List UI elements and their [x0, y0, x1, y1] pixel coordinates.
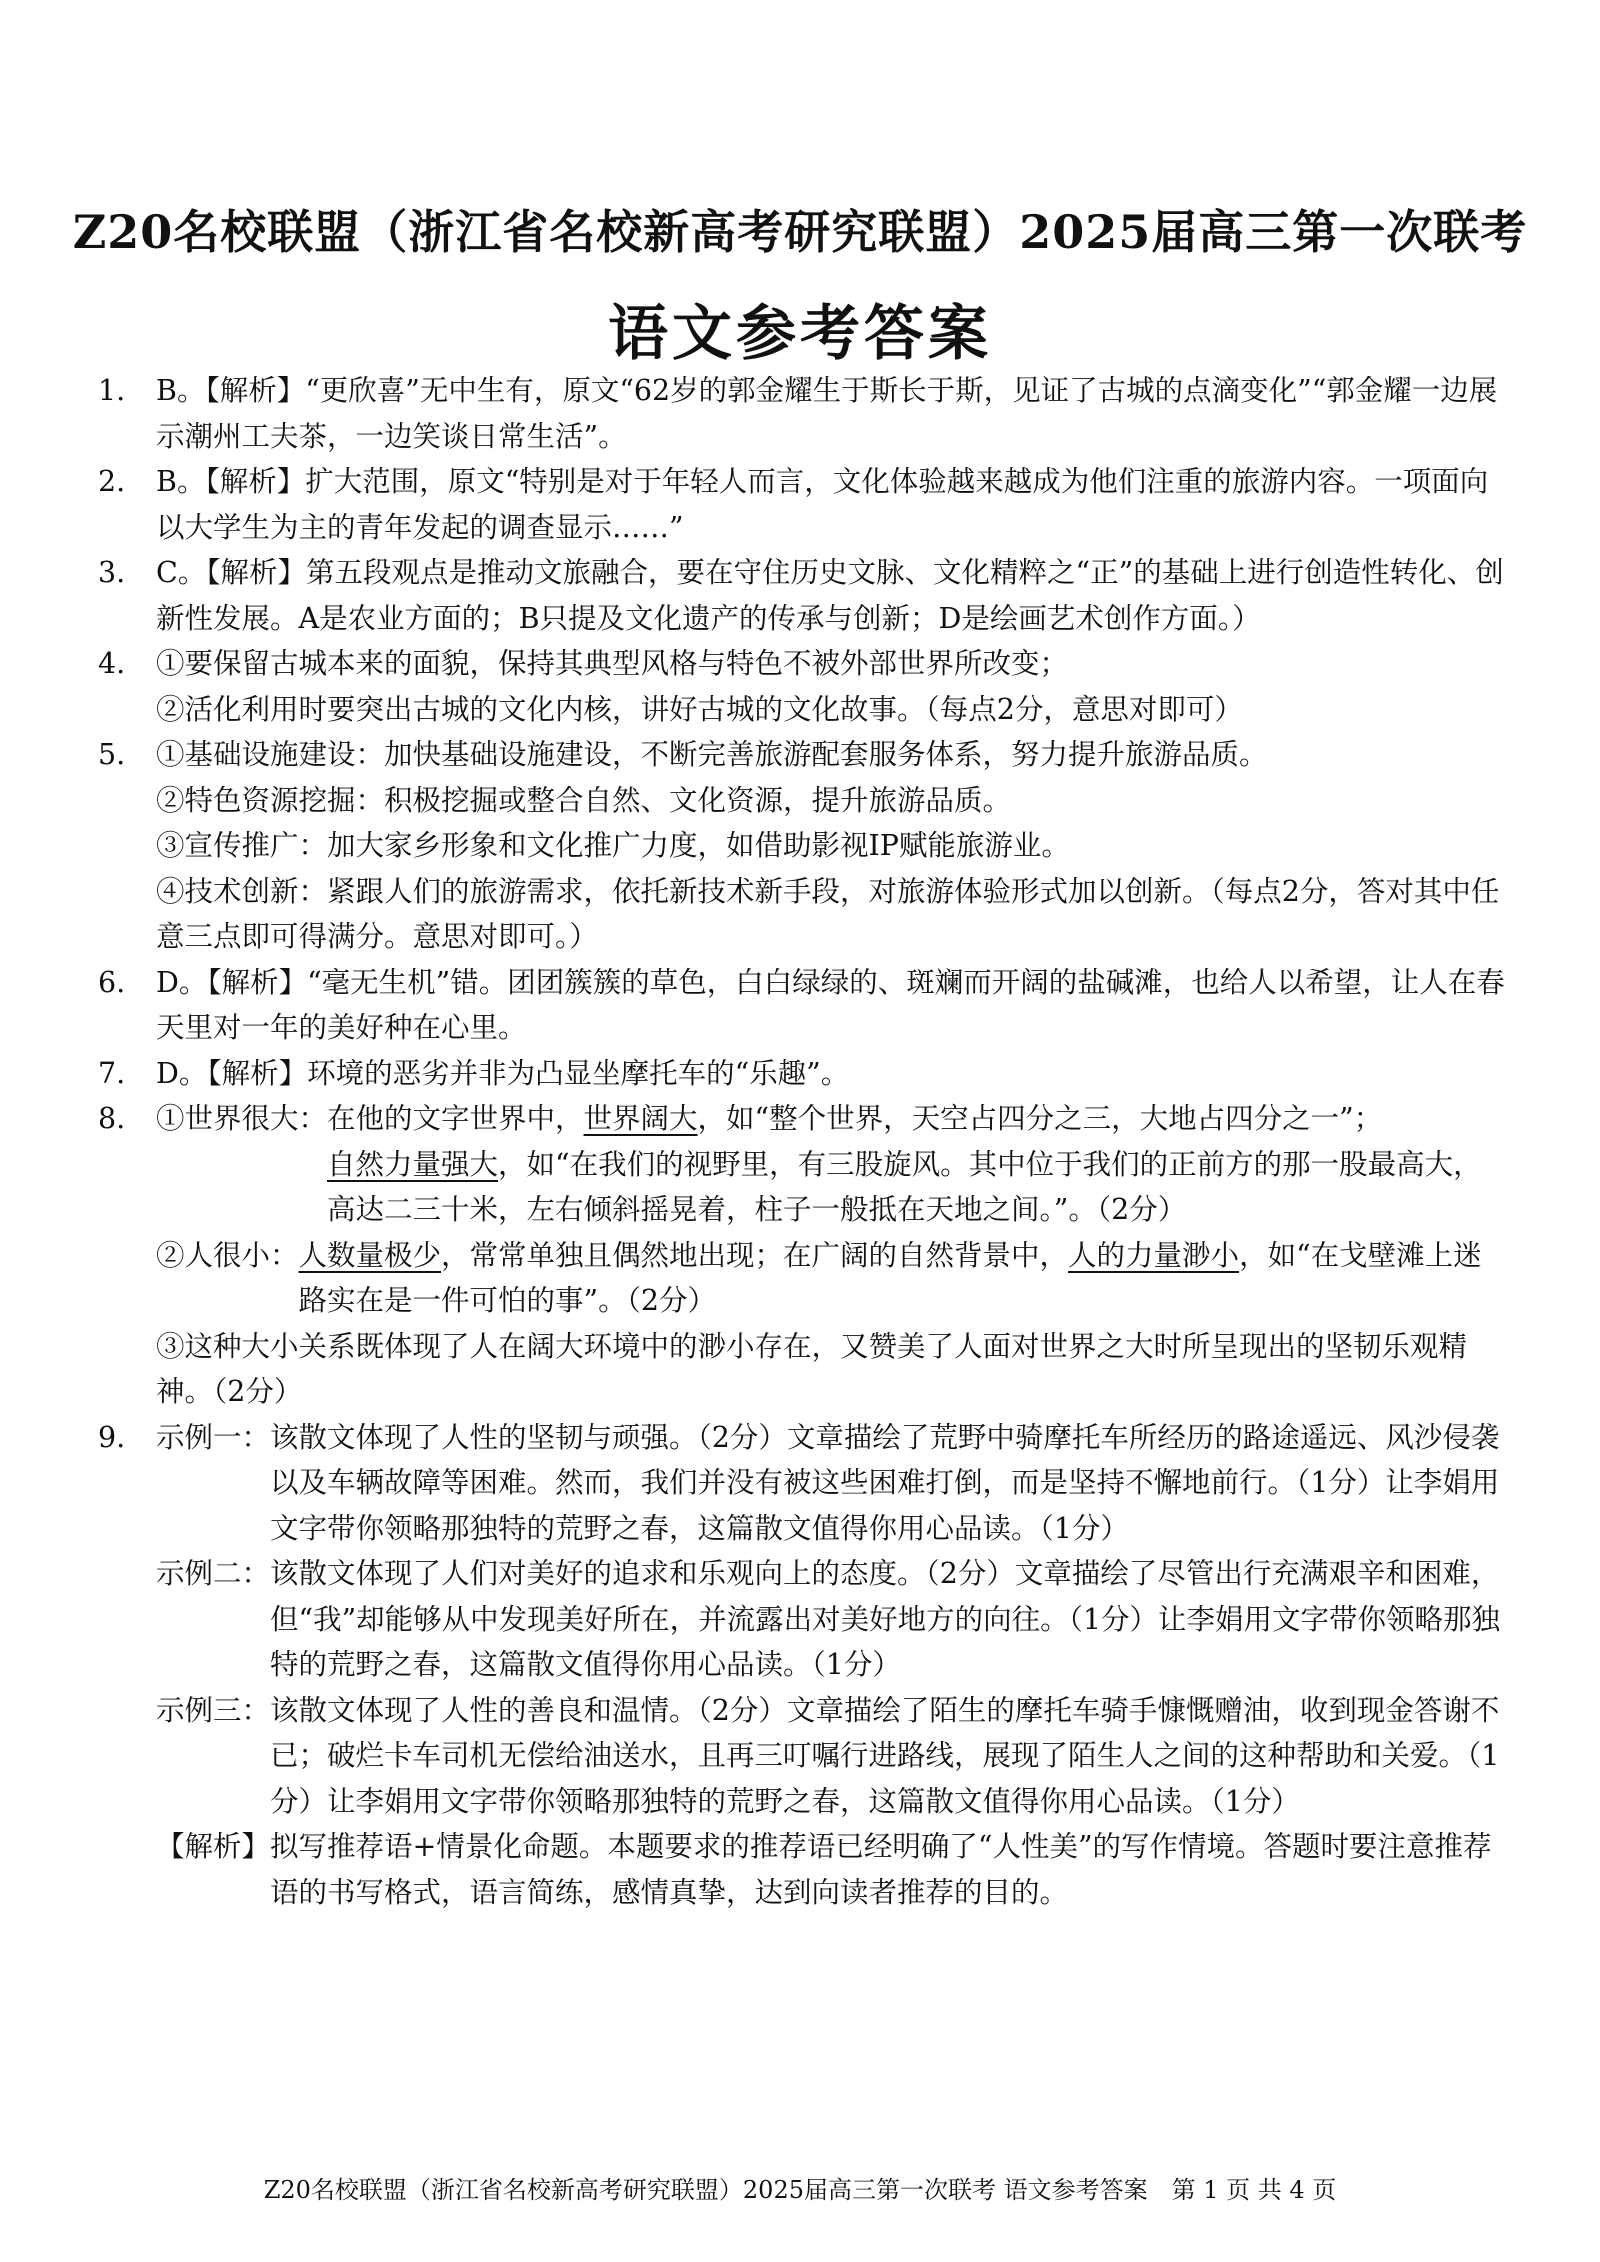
example-2	[156, 1551, 1506, 1688]
page-footer: Z20名校联盟（浙江省名校新高考研究联盟）2025届高三第一次联考 语文参考答案 第 1 页 共 4 页	[263, 2176, 1337, 2204]
answer-point: ③宣传推广：加大家乡形象和文化推广力度，如借助影视IP赋能旅游业。	[156, 829, 1070, 862]
analysis-text: 拟写推荐语+情景化命题。本题要求的推荐语已经明确了“人性美”的写作情境。答题时要注意推荐语的书写格式，语言简练，感情真挚，达到向读者推荐的目的。	[270, 1830, 1492, 1909]
answer-point: ②活化利用时要突出古城的文化内核，讲好古城的文化故事。（每点2分，意思对即可）	[156, 692, 1243, 726]
point-text: ，常常单独且偶然地出现；在广阔的自然背景中，	[441, 1238, 1069, 1272]
answer-number: 7.	[98, 1056, 126, 1090]
example-3	[156, 1688, 1506, 1825]
answer-point	[156, 1096, 1506, 1233]
answer-9	[98, 1415, 1506, 1916]
answer-number: 2.	[98, 465, 126, 498]
underlined-keyword: 自然力量强大	[327, 1147, 499, 1181]
example-text: 该散文体现了人性的坚韧与顽强。（2分）文章描绘了荒野中骑摩托车所经历的路途遥远、风沙侵袭以及车辆故障等困难。然而，我们并没有被这些困难打倒，而是坚持不懈地前行。（1分）让李娟用文字带你领略那独特的荒野之春，这篇散文值得你用心品读。（1分）	[270, 1420, 1500, 1545]
example-label: 示例一：	[156, 1420, 271, 1454]
underlined-keyword: 人数量极少	[298, 1238, 442, 1272]
answer-point: ③这种大小关系既体现了人在阔大环境中的渺小存在，又赞美了人面对世界之大时所呈现出的坚韧乐观精神。（2分）	[156, 1329, 1468, 1408]
answer-body	[98, 368, 1506, 1915]
answer-3	[98, 550, 1506, 641]
answer-point: ①要保留古城本来的面貌，保持其典型风格与特色不被外部世界所改变；	[156, 647, 1069, 680]
answer-number: 1.	[98, 374, 126, 407]
underlined-keyword: 人的力量渺小	[1068, 1238, 1240, 1272]
answer-point	[156, 1233, 1506, 1324]
point-text: ，如“在戈壁滩上迷路实在是一件可怕的事”。（2分）	[298, 1238, 1482, 1317]
answer-number: 3.	[98, 556, 126, 589]
example-label: 示例二：	[156, 1557, 271, 1590]
answer-number: 9.	[98, 1420, 126, 1454]
answer-8	[98, 1096, 1506, 1415]
page-header-title: Z20名校联盟（浙江省名校新高考研究联盟）2025届高三第一次联考	[72, 205, 1528, 259]
analysis	[156, 1824, 1506, 1915]
point-text: ，如“在我们的视野里，有三股旋风。其中位于我们的正前方的那一股最高大，高达二三十米，左右倾斜摇晃着，柱子一般抵在天地之间。”。（2分）	[327, 1147, 1482, 1226]
answer-number: 4.	[98, 647, 126, 680]
example-1	[156, 1415, 1506, 1552]
answer-text: D。【解析】环境的恶劣并非为凸显坐摩托车的“乐趣”。	[156, 1056, 850, 1090]
example-text: 该散文体现了人性的善良和温情。（2分）文章描绘了陌生的摩托车骑手慷慨赠油，收到现金答谢不已；破烂卡车司机无偿给油送水，且再三叮嘱行进路线，展现了陌生人之间的这种帮助和关爱。（1分）让李娟用文字带你领略那独特的荒野之春，这篇散文值得你用心品读。（1分）	[270, 1693, 1500, 1818]
answer-number: 8.	[98, 1102, 126, 1135]
point-label: ②人很小：	[156, 1238, 299, 1272]
point-text: 在他的文字世界中，	[327, 1102, 584, 1135]
answer-point: ④技术创新：紧跟人们的旅游需求，依托新技术新手段，对旅游体验形式加以创新。（每点2分，答对其中任意三点即可得满分。意思对即可。）	[156, 874, 1500, 953]
example-text: 该散文体现了人们对美好的追求和乐观向上的态度。（2分）文章描绘了尽管出行充满艰辛和困难，但“我”却能够从中发现美好所在，并流露出对美好地方的向往。（1分）让李娟用文字带你领略那独特的荒野之春，这篇散文值得你用心品读。（1分）	[270, 1557, 1501, 1681]
answer-1	[98, 368, 1506, 459]
answer-text: B。【解析】扩大范围，原文“特别是对于年轻人而言，文化体验越来越成为他们注重的旅游内容。一项面向以大学生为主的青年发起的调查显示……”	[156, 465, 1489, 544]
answer-point: ②特色资源挖掘：积极挖掘或整合自然、文化资源，提升旅游品质。	[156, 783, 1012, 817]
answer-number: 5.	[98, 738, 126, 771]
answer-2	[98, 459, 1506, 550]
answer-7	[98, 1051, 1506, 1097]
point-text: ，如“整个世界，天空占四分之三，大地占四分之一”；	[697, 1102, 1383, 1135]
answer-text: D。【解析】“毫无生机”错。团团簇簇的草色，白白绿绿的、斑斓而开阔的盐碱滩，也给人以希望，让人在春天里对一年的美好种在心里。	[156, 965, 1505, 1044]
underlined-keyword: 世界阔大	[583, 1102, 698, 1135]
analysis-label: 【解析】	[156, 1830, 271, 1863]
example-label: 示例三：	[156, 1693, 271, 1727]
answer-5	[98, 732, 1506, 960]
point-label: ①世界很大：	[156, 1102, 328, 1135]
answer-point: ①基础设施建设：加快基础设施建设，不断完善旅游配套服务体系，努力提升旅游品质。	[156, 738, 1268, 771]
answer-number: 6.	[98, 965, 126, 999]
page-subtitle: 语文参考答案	[608, 299, 992, 369]
answer-text: B。【解析】“更欣喜”无中生有，原文“62岁的郭金耀生于斯长于斯，见证了古城的点滴变化”“郭金耀一边展示潮州工夫茶，一边笑谈日常生活”。	[156, 374, 1498, 453]
answer-6	[98, 960, 1506, 1051]
answer-text: C。【解析】第五段观点是推动文旅融合，要在守住历史文脉、文化精粹之“正”的基础上进行创造性转化、创新性发展。A是农业方面的；B只提及文化遗产的传承与创新；D是绘画艺术创作方面。）	[156, 556, 1504, 635]
answer-4	[98, 641, 1506, 732]
